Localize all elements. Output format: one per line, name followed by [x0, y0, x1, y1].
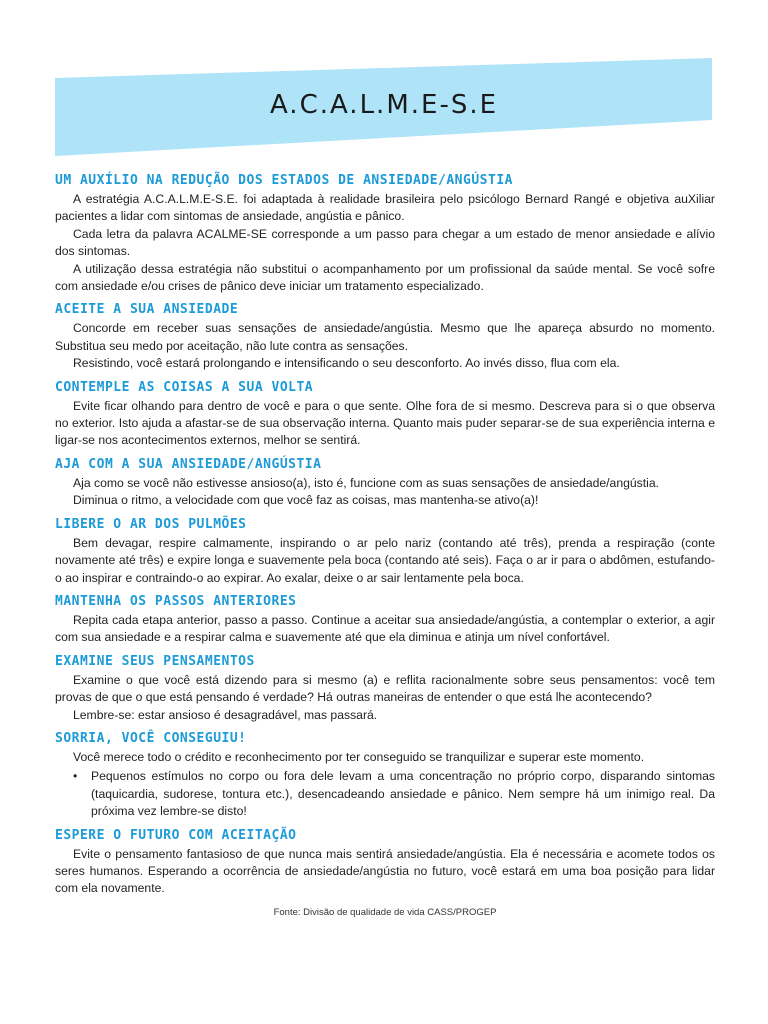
banner-shape [0, 0, 768, 170]
paragraph: Você merece todo o crédito e reconhecimento por ter conseguido se tranquilizar e superar este momento. [73, 749, 645, 764]
bullet-item [73, 768, 715, 820]
paragraph: Aja como se você não estivesse ansioso(a), isto é, funcione com as suas sensações de ansiedade/angústia. [73, 475, 660, 490]
section-heading: LIBERE O AR DOS PULMÕES [55, 516, 247, 532]
source-note: Fonte: Divisão de qualidade de vida CASS/PROGEP [273, 906, 497, 918]
paragraph: Bem devagar, respire calmamente, inspirando o ar pelo nariz (contando até três), prenda a respiração (conte novamente até três) e expire longa e suavemente pela boca (contando até seis). Faça o ar ir para o abdômen, estufando-o ao inspirar e contraindo-o ao expirar. Ao exalar, deixe o ar sair lentamente pela boca. [55, 535, 715, 585]
section-heading: EXAMINE SEUS PENSAMENTOS [55, 653, 255, 669]
section-heading: ESPERE O FUTURO COM ACEITAÇÃO [55, 827, 297, 843]
section-heading: MANTENHA OS PASSOS ANTERIORES [55, 593, 297, 609]
paragraph: Concorde em receber suas sensações de ansiedade/angústia. Mesmo que lhe apareça absurdo no momento. Substitua seu medo por aceitação, não lute contra as sensações. [55, 321, 715, 353]
page-title: A.C.A.L.M.E-S.E [269, 90, 499, 120]
paragraph: Repita cada etapa anterior, passo a passo. Continue a aceitar sua ansiedade/angústia, a contemplar o exterior, a agir com sua ansiedade e a respirar calma e suavemente até que ela diminua e atinja um nível confortável. [55, 612, 715, 645]
header-banner [0, 0, 768, 170]
section [55, 172, 715, 295]
bullet-icon: • [73, 769, 78, 784]
paragraph: Cada letra da palavra ACALME-SE corresponde a um passo para chegar a um estado de menor ansiedade e alívio dos sintomas. [55, 226, 715, 259]
paragraph: Diminua o ritmo, a velocidade com que você faz as coisas, mas mantenha-se ativo(a)! [73, 493, 539, 508]
section [55, 730, 715, 821]
section [55, 301, 715, 372]
section [55, 379, 715, 450]
document-body [55, 172, 715, 921]
section [55, 456, 715, 510]
paragraph: Resistindo, você estará prolongando e intensificando o seu desconforto. Ao invés disso, flua com ela. [73, 356, 620, 371]
paragraph: Examine o que você está dizendo para si mesmo (a) e reflita racionalmente sobre seus pensamentos: você tem provas de que o que está pensando é verdade? Há outras maneiras de entender o que está lhe acontecendo? [55, 672, 715, 705]
section-heading: UM AUXÍLIO NA REDUÇÃO DOS ESTADOS DE ANSIEDADE/ANGÚSTIA [55, 173, 513, 188]
section-heading: CONTEMPLE AS COISAS A SUA VOLTA [55, 379, 314, 395]
section [55, 593, 715, 647]
section-heading: AJA COM A SUA ANSIEDADE/ANGÚSTIA [55, 456, 322, 472]
section [55, 827, 715, 898]
paragraph: Lembre-se: estar ansioso é desagradável, mas passará. [73, 707, 378, 722]
paragraph: A utilização dessa estratégia não substitui o acompanhamento por um profissional da saúde mental. Se você sofre com ansiedade e/ou crises de pânico deve iniciar um tratamento especializado. [55, 261, 715, 294]
paragraph: Evite ficar olhando para dentro de você e para o que sente. Olhe fora de si mesmo. Descreva para si o que observa no exterior. Isto ajuda a afastar-se de sua observação interna. Quanto mais puder separar-se de sua experiência interna e ligar-se nos acontecimentos externos, melhor se sentirá. [55, 398, 715, 448]
section [55, 516, 715, 587]
paragraph: A estratégia A.C.A.L.M.E-S.E. foi adaptada à realidade brasileira pelo psicólogo Bernard Rangé e objetiva auXiliar pacientes a lidar com sintomas de ansiedade, angústia e pânico. [55, 192, 715, 224]
section-heading: ACEITE A SUA ANSIEDADE [55, 302, 239, 318]
bullet-text: Pequenos estímulos no corpo ou fora dele levam a uma concentração no próprio corpo, disparando sintomas (taquicardia, sudorese, tontura etc.), desencadeando ansiedade e pânico. Nem sempre há um inimigo real. Da próxima vez lembre-se disto! [91, 769, 715, 819]
section [55, 653, 715, 724]
section-heading: SORRIA, VOCÊ CONSEGUIU! [55, 730, 247, 746]
bullet-list [55, 768, 715, 820]
paragraph: Evite o pensamento fantasioso de que nunca mais sentirá ansiedade/angústia. Ela é necessária e acomete todos os seres humanos. Esperando a ocorrência de ansiedade/angústia no futuro, você estará em uma boa posição para lidar com ela novamente. [55, 846, 715, 896]
